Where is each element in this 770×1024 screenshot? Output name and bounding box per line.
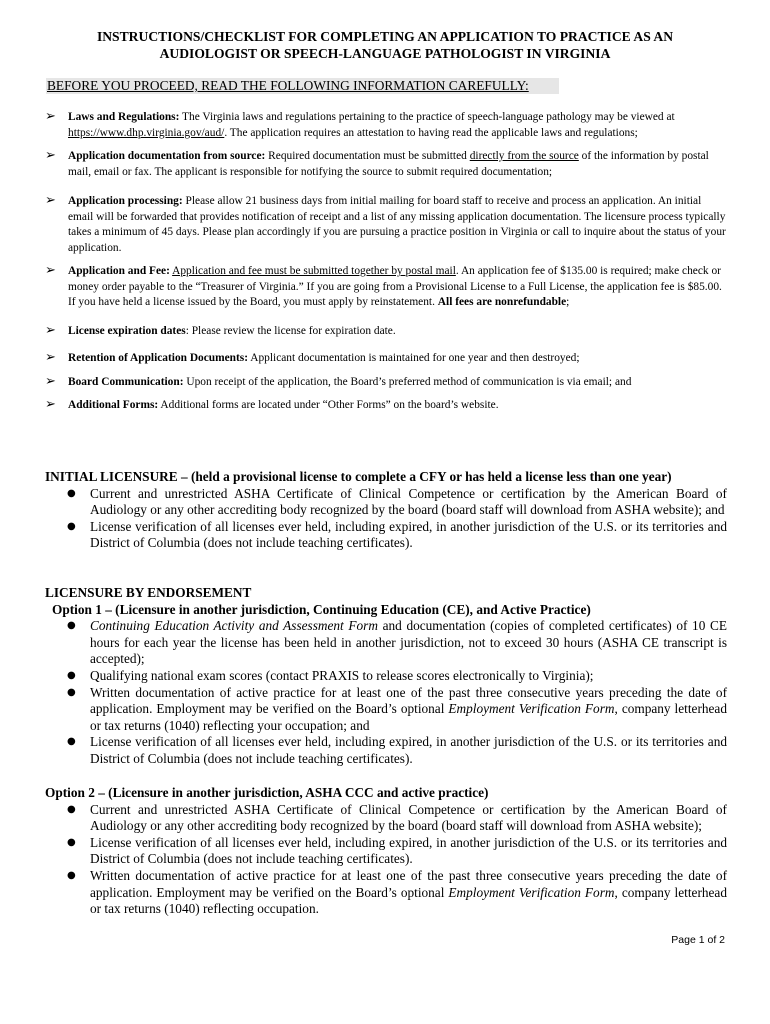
list-item-communication: [45, 375, 727, 391]
instruction-list: [45, 110, 727, 414]
item-text: Upon receipt of the application, the Board’s preferred method of communication is via email; and: [183, 375, 632, 388]
bullet-icon: ●: [67, 736, 76, 748]
list-item: [45, 668, 727, 685]
list-item: [45, 802, 727, 835]
arrow-bullet-icon: ➢: [45, 322, 56, 338]
bullet-icon: ●: [67, 869, 76, 881]
arrow-bullet-icon: ➢: [45, 193, 56, 208]
bullet-icon: ●: [67, 803, 76, 815]
item-text: . The application requires an attestation to having read the applicable laws and regulations;: [224, 126, 638, 139]
list-item: [45, 519, 727, 552]
initial-licensure-heading: INITIAL LICENSURE – (held a provisional license to complete a CFY or has held a license less than one year): [45, 469, 672, 484]
bullet-icon: ●: [67, 836, 76, 848]
item-label: License expiration dates: [68, 324, 186, 337]
bullet-icon: ●: [67, 620, 76, 632]
bullet-text: License verification of all licenses ever held, including expired, in another jurisdiction of the U.S. or its territories and District of Columbia (does not include teaching certificates).: [90, 734, 727, 766]
list-item-expiration: [45, 324, 727, 340]
list-item-fee: [45, 264, 727, 311]
item-label: Application documentation from source:: [68, 150, 266, 162]
bullet-icon: ●: [67, 487, 76, 499]
before-proceed-notice: BEFORE YOU PROCEED, READ THE FOLLOWING INFORMATION CAREFULLY:: [46, 78, 559, 94]
title-line-1: INSTRUCTIONS/CHECKLIST FOR COMPLETING AN APPLICATION TO PRACTICE AS AN: [96, 29, 674, 44]
bullet-text: License verification of all licenses ever held, including expired, in another jurisdiction of the U.S. or its territories and District of Columbia (does not include teaching certificates).: [90, 518, 727, 551]
list-item: [45, 685, 727, 735]
list-item: [45, 835, 727, 868]
item-text: Applicant documentation is maintained for one year and then destroyed;: [248, 352, 580, 364]
item-label: Additional Forms:: [68, 399, 159, 411]
bullet-text: Current and unrestricted ASHA Certificate of Clinical Competence or certification by the American Board of Audiology or any other accrediting body recognized by the board (board staff will download from ASHA website); and: [90, 485, 727, 518]
bullet-icon: ●: [67, 669, 76, 681]
list-item-laws: [45, 110, 727, 141]
list-item-processing: [45, 194, 727, 256]
bullet-icon: ●: [67, 520, 76, 532]
item-text: ;: [566, 296, 570, 308]
list-item-forms: [45, 398, 727, 414]
item-text: Required documentation must be submitted: [265, 150, 470, 162]
item-text: of the information by postal mail, email or fax. The applicant is responsible for notifying the source to submit required documentation;: [68, 150, 709, 178]
bullet-text: , company letterhead or tax returns (1040) reflecting your occupation; and: [90, 701, 727, 733]
list-item: [45, 618, 727, 668]
document-title: [40, 28, 730, 62]
form-name: Employment Verification Form: [448, 701, 615, 717]
arrow-bullet-icon: ➢: [45, 148, 56, 163]
list-item: [45, 868, 727, 918]
page-number: Page 1 of 2: [671, 934, 725, 946]
list-item: [45, 486, 727, 519]
item-text: Additional forms are located under “Other Forms” on the board’s website.: [158, 399, 499, 411]
bullet-text: Current and unrestricted ASHA Certificate of Clinical Competence or certification by the American Board of Audiology or any other accrediting body recognized by the board (board staff will download from ASHA website);: [90, 801, 727, 834]
item-label: Application and Fee:: [68, 265, 170, 277]
arrow-bullet-icon: ➢: [45, 263, 56, 278]
title-line-2: AUDIOLOGIST OR SPEECH-LANGUAGE PATHOLOGIST IN VIRGINIA: [159, 46, 611, 61]
list-item-documentation: [45, 149, 727, 180]
bullet-text: License verification of all licenses ever held, including expired, in another jurisdiction of the U.S. or its territories and District of Columbia (does not include teaching certificates).: [90, 834, 727, 867]
item-label: Retention of Application Documents:: [68, 352, 249, 364]
laws-link[interactable]: https://www.dhp.virginia.gov/aud/: [68, 126, 225, 139]
item-bold: All fees are nonrefundable: [437, 296, 567, 308]
item-label: Application processing:: [68, 195, 183, 207]
option2-section: [45, 785, 727, 918]
bullet-icon: ●: [67, 686, 76, 698]
item-text: . An application fee of $135.00 is required; make check or money order payable to the “Treasurer of Virginia.” If you are going from a Provisional License to a Full License, the application fee is $85.00. If you have held a license issued by the Board, you must apply by reinstatement.: [68, 265, 722, 308]
option2-heading: Option 2 – (Licensure in another jurisdiction, ASHA CCC and active practice): [45, 785, 489, 800]
item-text: : Please review the license for expiration date.: [185, 324, 396, 337]
endorsement-heading: LICENSURE BY ENDORSEMENT: [45, 585, 252, 600]
bullet-text: Written documentation of active practice for at least one of the past three consecutive years preceding the date of application. Employment may be verified on the Board’s optional: [90, 867, 727, 900]
bullet-text: and documentation (copies of completed certificates) of 10 CE hours for each year the license has been held in another jurisdiction, not to exceed 30 hours (ASHA CE transcript is accepted);: [90, 618, 727, 667]
arrow-bullet-icon: ➢: [45, 350, 56, 365]
arrow-bullet-icon: ➢: [45, 373, 56, 389]
item-text: Please allow 21 business days from initial mailing for board staff to receive and process an application. An initial email will be forwarded that provides notification of receipt and a list of any missing application documentation. The licensure process typically takes a minimum of 45 days. Please plan accordingly if you are pursuing a practice position in Virginia or call to inquire about the status of your application.: [68, 195, 726, 254]
item-label: Board Communication:: [68, 375, 184, 388]
item-underlined: directly from the source: [469, 150, 579, 162]
item-text: The Virginia laws and regulations pertaining to the practice of speech-language pathology may be viewed at: [179, 111, 675, 123]
form-name: Continuing Education Activity and Assessment Form: [90, 618, 378, 634]
list-item-retention: [45, 351, 727, 367]
option1-heading: Option 1 – (Licensure in another jurisdiction, Continuing Education (CE), and Active Practice): [52, 601, 591, 617]
endorsement-section: [45, 585, 727, 768]
bullet-text: Written documentation of active practice for at least one of the past three consecutive years preceding the date of application. Employment may be verified on the Board’s optional: [90, 684, 727, 717]
item-underlined: Application and fee must be submitted together by postal mail: [172, 265, 456, 277]
list-item: [45, 734, 727, 767]
arrow-bullet-icon: ➢: [45, 397, 56, 412]
arrow-bullet-icon: ➢: [45, 109, 56, 124]
bullet-text: , company letterhead or tax returns (1040) reflecting occupation.: [90, 884, 727, 917]
item-label: Laws and Regulations:: [68, 111, 180, 123]
form-name: Employment Verification Form: [448, 884, 615, 900]
bullet-text: Qualifying national exam scores (contact PRAXIS to release scores electronically to Virginia);: [90, 667, 594, 683]
initial-licensure-section: [45, 469, 727, 552]
